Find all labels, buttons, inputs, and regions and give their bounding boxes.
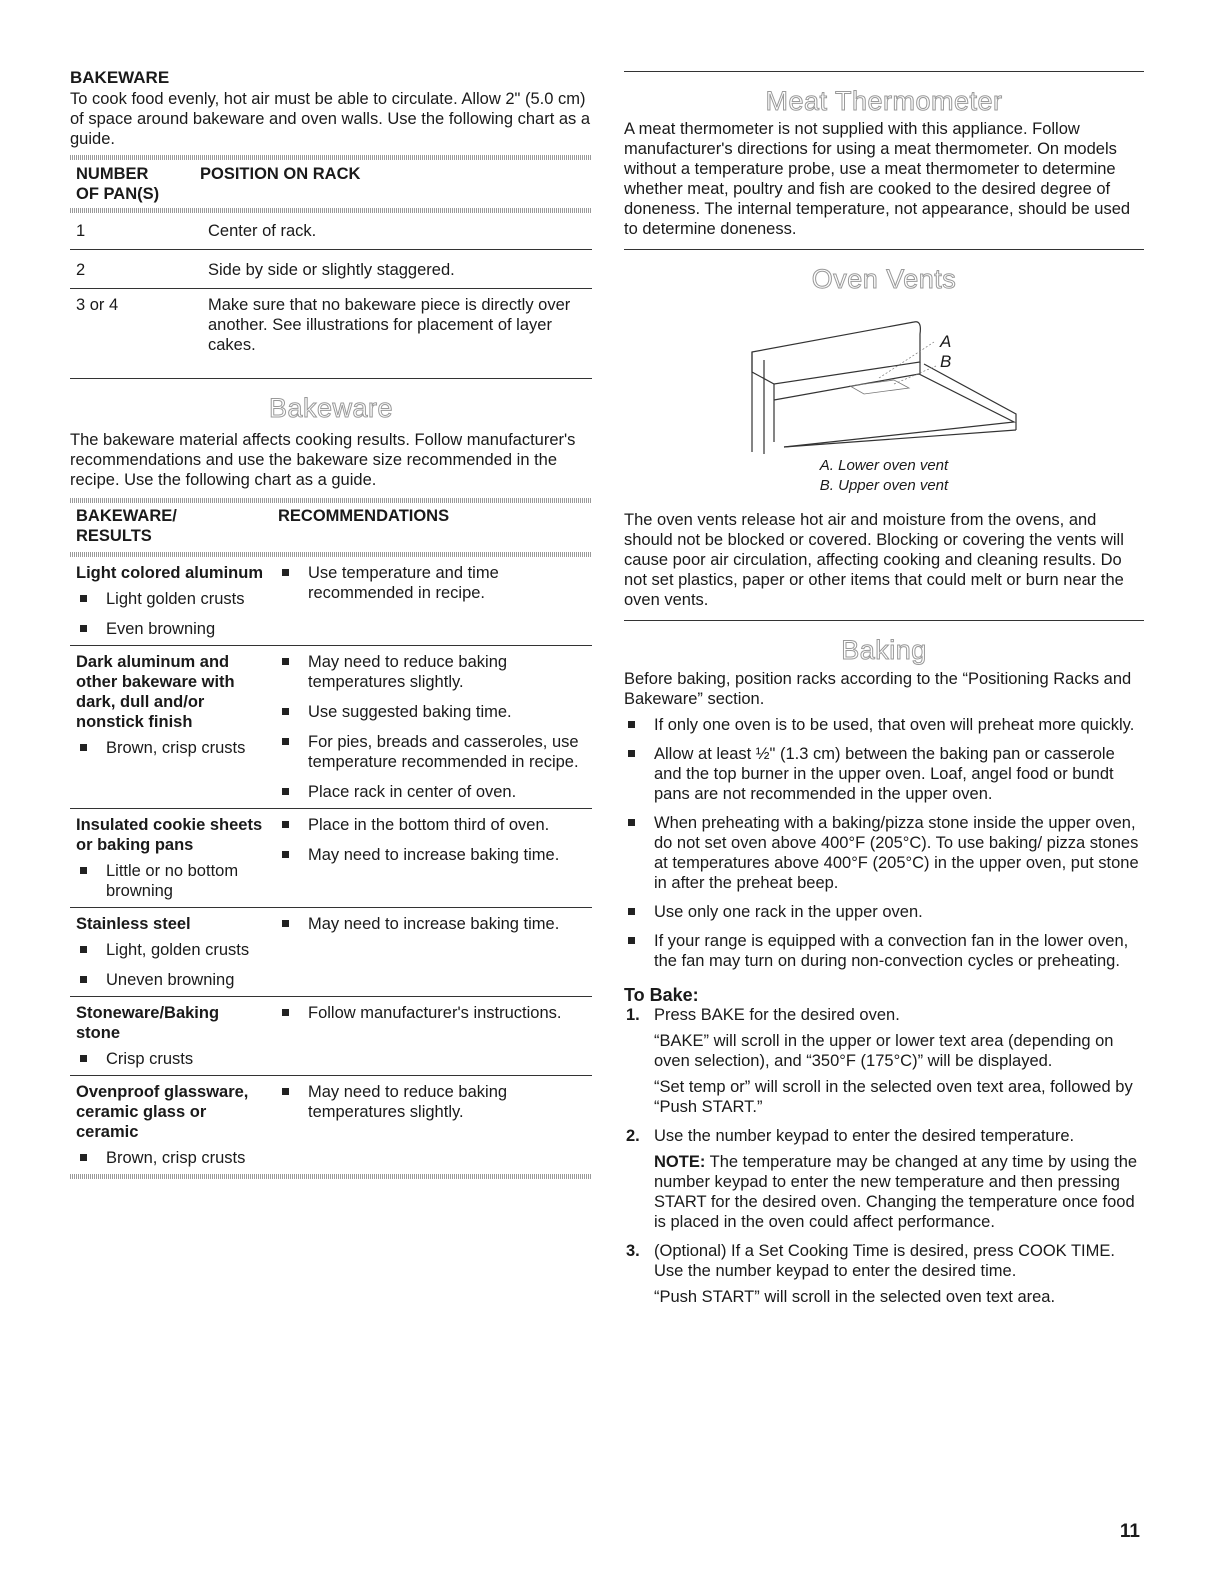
step-text: (Optional) If a Set Cooking Time is desired, press COOK TIME. Use the number keypad to enter the desired time.	[654, 1242, 1115, 1280]
step-note	[654, 1152, 1144, 1232]
oven-vents-illustration	[624, 302, 1144, 462]
section-divider	[624, 71, 1144, 72]
step-number: 2.	[626, 1127, 640, 1145]
label-a: A	[940, 332, 952, 351]
recommendation-item: Place in the bottom third of oven.	[278, 815, 592, 835]
col-header-number	[70, 160, 194, 204]
baking-bullet: When preheating with a baking/pizza stone inside the upper oven, do not set oven above 400°F (205°C). To use baking/ pizza stones at temperatures above 400°F (205°C) in the upper oven, put stone in after the preheat beep.	[624, 813, 1144, 893]
step	[624, 1005, 1144, 1117]
table-row	[70, 289, 592, 376]
recommendation-item: Use suggested baking time.	[278, 702, 592, 722]
col-header-recommendations: RECOMMENDATIONS	[278, 507, 450, 525]
left-column	[70, 0, 592, 1179]
bakeware-recommendations-table	[70, 503, 592, 1174]
meat-thermometer-body: A meat thermometer is not supplied with this appliance. Follow manufacturer's directions for using a meat thermometer. On models without a temperature probe, use a meat thermometer to determine whether meat, poultry and fish are cooked to the desired degree of doneness. The internal temperature, not appearance, should be used to determine doneness.	[624, 120, 1131, 238]
bakeware-type: Stainless steel	[76, 915, 191, 933]
recommendation-item: Place rack in center of oven.	[278, 782, 592, 802]
baking-bullet: Allow at least ½" (1.3 cm) between the baking pan or casserole and the top burner in the upper oven. Loaf, angel food or bundt pans are not recommended in the upper oven.	[624, 744, 1144, 804]
pan-position: Center of rack.	[208, 222, 317, 240]
baking-title: Baking	[841, 635, 927, 665]
result-item: Light golden crusts	[76, 589, 266, 609]
section-divider	[624, 620, 1144, 621]
bakeware-type: Stoneware/Baking stone	[76, 1004, 220, 1042]
table-row	[70, 646, 592, 809]
bakeware-type: Insulated cookie sheets or baking pans	[76, 816, 263, 854]
caption-a: A. Lower oven vent	[819, 457, 949, 474]
section-divider	[624, 249, 1144, 250]
page-number: 11	[1119, 1521, 1140, 1542]
table-row	[70, 250, 592, 289]
step-number: 1.	[626, 1006, 640, 1024]
col-header-bakeware-line1: BAKEWARE/	[76, 507, 177, 525]
table-row	[70, 809, 592, 908]
baking-bullet: If your range is equipped with a convection fan in the lower oven, the fan may turn on during non-convection cycles or preheating.	[624, 931, 1144, 971]
recommendation-item: Follow manufacturer's instructions.	[278, 1003, 592, 1023]
result-item: Uneven browning	[76, 970, 266, 990]
baking-intro: Before baking, position racks according to the “Positioning Racks and Bakeware” section.	[624, 670, 1132, 708]
step	[624, 1241, 1144, 1307]
result-item: Even browning	[76, 619, 266, 639]
table-row	[70, 908, 592, 997]
table-bottom-rule	[70, 1174, 592, 1179]
backguard-shape	[752, 322, 920, 384]
recommendation-item: May need to increase baking time.	[278, 914, 592, 934]
table-header-row	[70, 160, 592, 204]
right-column	[624, 0, 1144, 1307]
step-text: Use the number keypad to enter the desired temperature.	[654, 1127, 1075, 1145]
step-detail: “Set temp or” will scroll in the selected oven text area, followed by “Push START.”	[654, 1078, 1133, 1116]
result-item: Brown, crisp crusts	[76, 1148, 266, 1168]
section-divider	[70, 378, 592, 379]
caption-b: B. Upper oven vent	[819, 477, 949, 494]
bakeware-heading: BAKEWARE	[70, 68, 170, 87]
table-header-row	[70, 503, 592, 552]
col-header-number-line2: OF PAN(S)	[76, 185, 160, 203]
to-bake-steps	[624, 1005, 1144, 1307]
pan-count: 1	[76, 222, 86, 240]
baking-bullet: If only one oven is to be used, that oven will preheat more quickly.	[624, 715, 1144, 735]
col-header-bakeware	[70, 503, 272, 552]
result-item: Brown, crisp crusts	[76, 738, 266, 758]
table-row	[70, 557, 592, 646]
oven-vents-body: The oven vents release hot air and moisture from the ovens, and should not be blocked or covered. Blocking or covering the vents will cause poor air circulation, affecting cooking and cleaning results. Do not set plastics, paper or other items that could melt or burn near the oven vents.	[624, 511, 1124, 609]
step-text: Press BAKE for the desired oven.	[654, 1006, 900, 1024]
note-label: NOTE:	[654, 1153, 706, 1171]
step	[624, 1126, 1144, 1232]
col-header-position: POSITION ON RACK	[200, 165, 361, 183]
note-text: The temperature may be changed at any time by using the number keypad to enter the new temperature and then pressing START for the desired oven. Changing the temperature once food is placed in the oven could affect performance.	[654, 1153, 1138, 1231]
to-bake-heading: To Bake:	[624, 985, 699, 1005]
pan-position: Make sure that no bakeware piece is directly over another. See illustrations for placement of layer cakes.	[208, 296, 571, 354]
bakeware-type: Light colored aluminum	[76, 564, 264, 582]
result-item: Light, golden crusts	[76, 940, 266, 960]
bakeware-type: Dark aluminum and other bakeware with dark, dull and/or nonstick finish	[76, 653, 235, 731]
bakeware-intro: To cook food evenly, hot air must be able to circulate. Allow 2" (5.0 cm) of space around bakeware and oven walls. Use the following chart as a guide.	[70, 90, 591, 148]
result-item: Crisp crusts	[76, 1049, 266, 1069]
step-detail: “BAKE” will scroll in the upper or lower text area (depending on oven selection), and “350°F (175°C)” will be displayed.	[654, 1032, 1114, 1070]
col-header-number-line1: NUMBER	[76, 165, 149, 183]
pan-count: 3 or 4	[76, 296, 119, 314]
table-row	[70, 213, 592, 250]
label-b: B	[940, 352, 952, 371]
recommendation-item: May need to reduce baking temperatures slightly.	[278, 652, 592, 692]
result-item: Little or no bottom browning	[76, 861, 266, 901]
bakeware-section-title: Bakeware	[268, 393, 394, 423]
oven-vents-title: Oven Vents	[811, 264, 957, 294]
bakeware-type: Ovenproof glassware, ceramic glass or ceramic	[76, 1083, 249, 1141]
step-detail: “Push START” will scroll in the selected oven text area.	[654, 1288, 1056, 1306]
oven-vents-drawing	[624, 302, 1144, 462]
baking-bullet: Use only one rack in the upper oven.	[624, 902, 1144, 922]
recommendation-item: Use temperature and time recommended in recipe.	[278, 563, 592, 603]
meat-thermometer-title: Meat Thermometer	[765, 86, 1003, 116]
col-header-bakeware-line2: RESULTS	[76, 527, 152, 545]
recommendation-item: May need to increase baking time.	[278, 845, 592, 865]
table-row	[70, 997, 592, 1076]
bakeware-material-intro: The bakeware material affects cooking results. Follow manufacturer's recommendations and use the bakeware size recommended in the recipe. Use the following chart as a guide.	[70, 431, 576, 489]
recommendation-item: May need to reduce baking temperatures slightly.	[278, 1082, 592, 1122]
pan-position-table	[70, 160, 592, 375]
recommendation-item: For pies, breads and casseroles, use temperature recommended in recipe.	[278, 732, 592, 772]
pan-count: 2	[76, 261, 86, 279]
table-row	[70, 1076, 592, 1175]
pan-position: Side by side or slightly staggered.	[208, 261, 455, 279]
step-number: 3.	[626, 1242, 640, 1260]
